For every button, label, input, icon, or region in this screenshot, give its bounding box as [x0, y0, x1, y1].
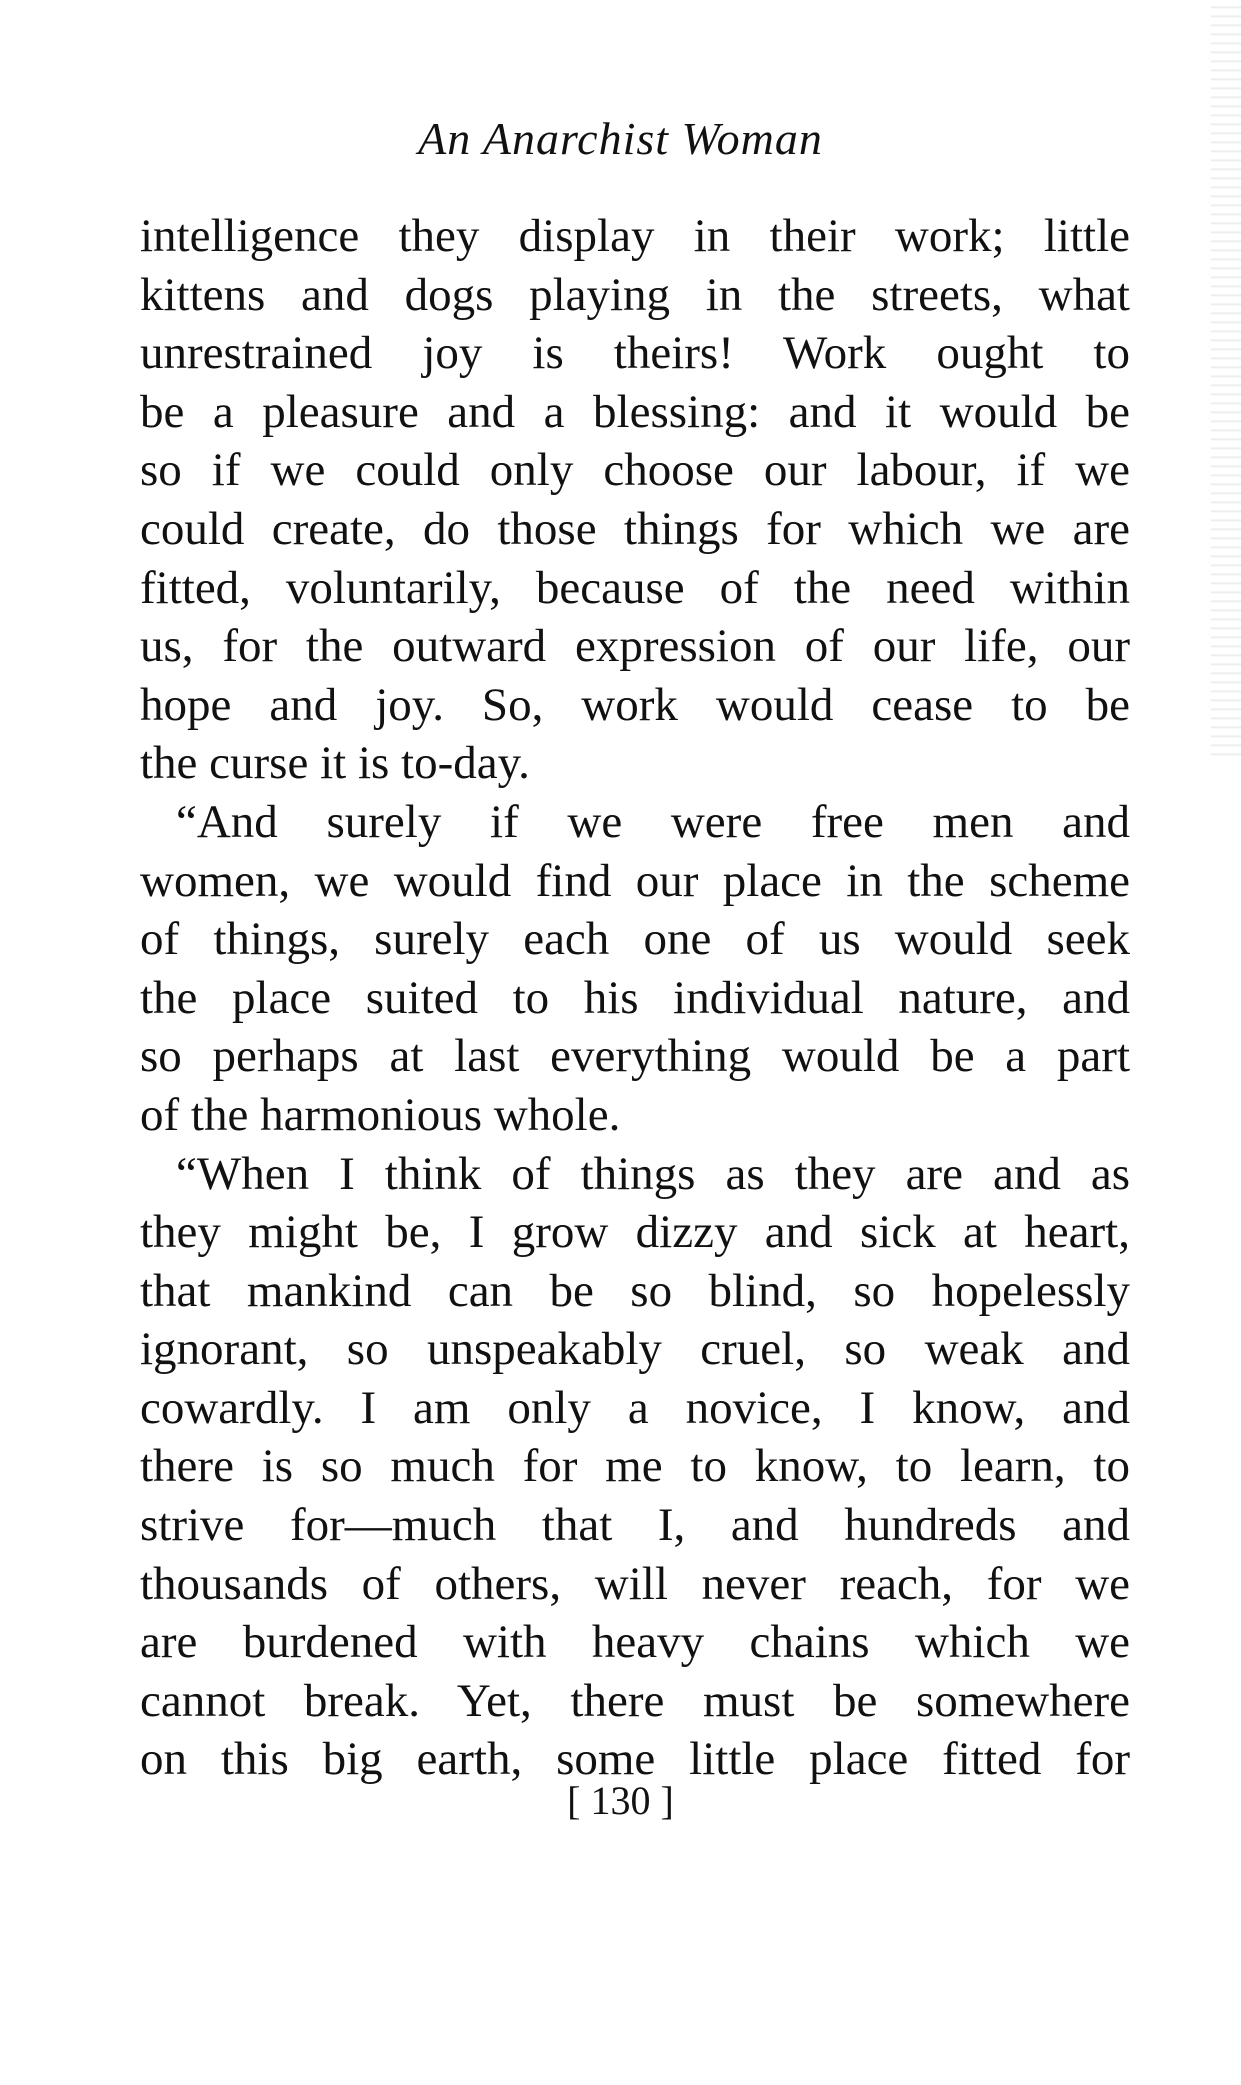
text-line: cannot break. Yet, there must be somewhere: [140, 1674, 1130, 1727]
text-line: women, we would find our place in the scheme: [140, 854, 1130, 907]
text-line: unrestrained joy is theirs! Work ought to: [140, 327, 1130, 380]
text-line: of things, surely each one of us would seek: [140, 913, 1130, 966]
text-line: cowardly. I am only a novice, I know, and: [140, 1381, 1130, 1434]
text-line: there is so much for me to know, to learn, to: [140, 1440, 1130, 1493]
body-text: [140, 207, 1130, 1789]
paragraph-end-line: of the harmonious whole.: [140, 1088, 621, 1141]
paragraph-end-line: the curse it is to-day.: [140, 737, 530, 790]
text-line: so perhaps at last everything would be a part: [140, 1030, 1130, 1083]
text-line: be a pleasure and a blessing: and it would be: [140, 385, 1130, 438]
text-line: that mankind can be so blind, so hopelessly: [140, 1264, 1130, 1317]
text-line: could create, do those things for which we are: [140, 502, 1130, 555]
text-line: so if we could only choose our labour, if we: [140, 444, 1130, 497]
paragraph-start-line: “And surely if we were free men and: [176, 795, 1130, 848]
text-line: strive for—much that I, and hundreds and: [140, 1499, 1130, 1552]
text-line: on this big earth, some little place fitted for: [140, 1733, 1130, 1786]
text-line: are burdened with heavy chains which we: [140, 1616, 1130, 1669]
text-line: thousands of others, will never reach, for we: [140, 1557, 1130, 1610]
text-line: they might be, I grow dizzy and sick at heart,: [140, 1206, 1130, 1259]
text-line: fitted, voluntarily, because of the need within: [140, 561, 1130, 614]
text-line: us, for the outward expression of our life, our: [140, 620, 1130, 673]
text-line: hope and joy. So, work would cease to be: [140, 678, 1130, 731]
paragraph-start-line: “When I think of things as they are and as: [176, 1147, 1130, 1200]
text-line: ignorant, so unspeakably cruel, so weak and: [140, 1323, 1130, 1376]
text-line: the place suited to his individual nature, and: [140, 971, 1130, 1024]
text-line: kittens and dogs playing in the streets, what: [140, 268, 1130, 321]
running-head: An Anarchist Woman: [418, 113, 823, 164]
page-number: [ 130 ]: [567, 1778, 674, 1823]
text-line: intelligence they display in their work; little: [140, 210, 1130, 262]
